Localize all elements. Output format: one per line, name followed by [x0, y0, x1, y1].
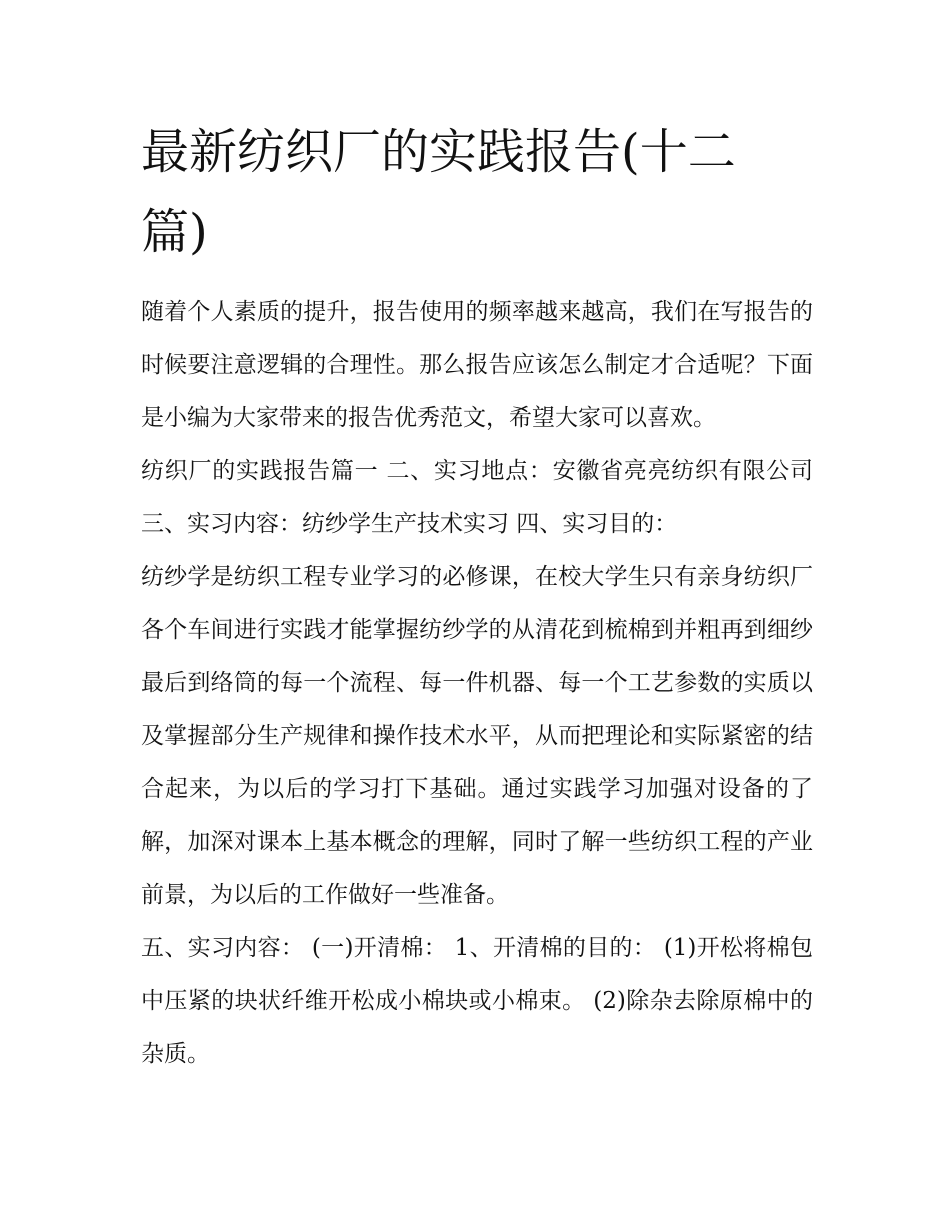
document-body: [141, 112, 813, 1081]
document-title: 最新纺织厂的实践报告(十二篇): [141, 124, 736, 260]
section-header-paragraph: 纺织厂的实践报告篇一 二、实习地点：安徽省亮亮纺织有限公司 三、实习内容：纺纱学生产技术实习 四、实习目的：: [141, 458, 813, 537]
intro-paragraph: 随着个人素质的提升，报告使用的频率越来越高，我们在写报告的时候要注意逻辑的合理性。那么报告应该怎么制定才合适呢？下面是小编为大家带来的报告优秀范文，希望大家可以喜欢。: [141, 299, 813, 431]
content-paragraph: 五、实习内容： (一)开清棉： 1、开清棉的目的： (1)开松将棉包中压紧的块状纤维开松成小棉块或小棉束。 (2)除杂去除原棉中的杂质。: [141, 935, 813, 1067]
purpose-paragraph: 纺纱学是纺织工程专业学习的必修课，在校大学生只有亲身纺织厂各个车间进行实践才能掌握纺纱学的从清花到梳棉到并粗再到细纱最后到络筒的每一个流程、每一件机器、每一个工艺参数的实质以及掌握部分生产规律和操作技术水平，从而把理论和实际紧密的结合起来，为以后的学习打下基础。通过实践学习加强对设备的了解，加深对课本上基本概念的理解，同时了解一些纺织工程的产业前景，为以后的工作做好一些准备。: [141, 564, 813, 908]
